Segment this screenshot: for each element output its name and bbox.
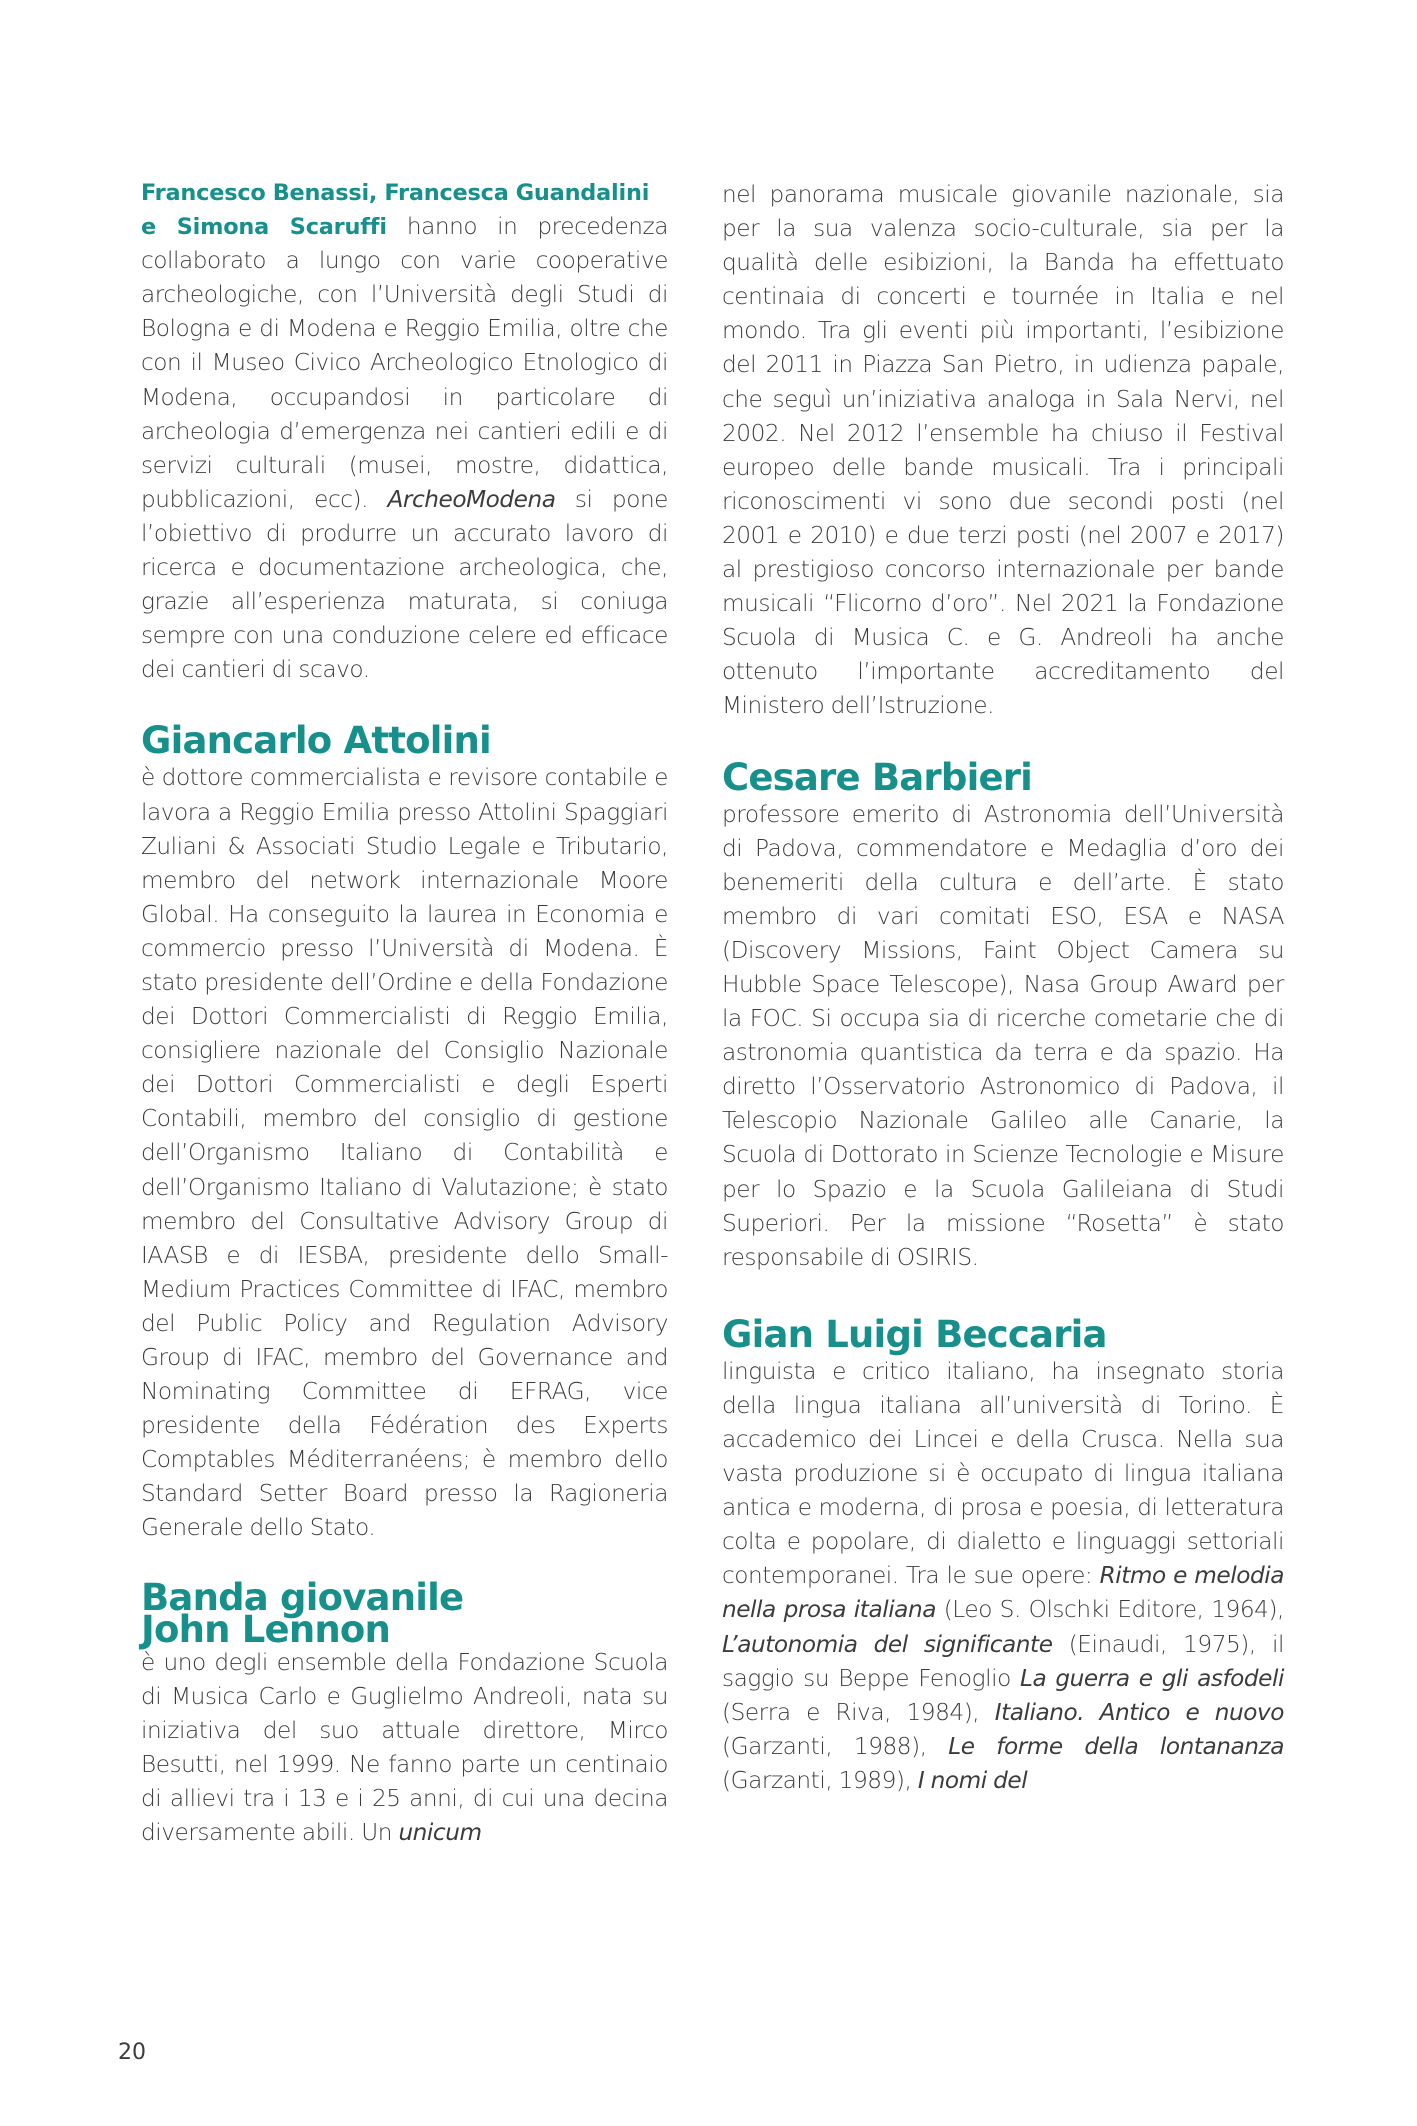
beccaria-bio bbox=[722, 1355, 1284, 1798]
archeomodena-bio bbox=[141, 176, 668, 687]
beccaria-italic-6: I nomi del bbox=[917, 1766, 1028, 1794]
archeomodena-text-1: hanno in precedenza collaborato a lungo con varie cooperative archeologiche, con l’Università degli Studi di Bologna e di Modena e Reggio Emilia, oltre che con il Museo Civico Archeologico Etnologico di Modena, occupandosi in particolare di archeologia d’emergenza nei cantieri edili e di servizi culturali (musei, mostre, didattica, pubblicazioni, ecc). bbox=[141, 213, 668, 513]
beccaria-text-6: (Garzanti, 1989), bbox=[722, 1766, 918, 1794]
beccaria-text-2: (Leo S. Olschki Editore, 1964), bbox=[935, 1596, 1284, 1624]
beccaria-text-3: (Einaudi, 1975), il saggio su Beppe Fenoglio bbox=[722, 1630, 1284, 1692]
beccaria-text-4: (Serra e Riva, 1984), bbox=[722, 1698, 995, 1726]
page-number: 20 bbox=[118, 2040, 146, 2065]
banda-heading bbox=[141, 1575, 668, 1651]
barbieri-heading: Cesare Barbieri bbox=[722, 755, 1033, 799]
beccaria-text-1: linguista e critico italiano, ha insegnato storia della lingua italiana all’università di Torino. È accademico dei Lincei e della Crusca. Nella sua vasta produzione si è occupato di lingua italiana antica e moderna, di prosa e poesia, di letteratura colta e popolare, di dialetto e linguaggi settoriali contemporanei. Tra le sue opere: bbox=[722, 1357, 1284, 1590]
banda-italic: unicum bbox=[398, 1819, 482, 1847]
banda-heading-line1: Banda giovanile bbox=[141, 1575, 464, 1619]
banda-bio bbox=[141, 1646, 668, 1851]
beccaria-italic-4: Italiano. Antico e nuovo bbox=[994, 1698, 1285, 1726]
right-column bbox=[722, 178, 1284, 1798]
beccaria-italic-5: Le forme della lontananza bbox=[948, 1732, 1284, 1760]
attolini-heading: Giancarlo Attolini bbox=[141, 719, 491, 763]
barbieri-bio: professore emerito di Astronomia dell’Università di Padova, commendatore e Medaglia d’oro dei benemeriti della cultura e dell’arte. È stato membro di vari comitati ESO, ESA e NASA (Discovery Missions, Faint Object Camera su Hubble Space Telescope), Nasa Group Award per la FOC. Si occupa sia di ricerche cometarie che di astronomia quantistica da terra e da spazio. Ha diretto l’Osservatorio Astronomico di Padova, il Telescopio Nazionale Galileo alle Canarie, la Scuola di Dottorato in Scienze Tecnologie e Misure per lo Spazio e la Scuola Galileiana di Studi Superiori. Per la missione “Rosetta” è stato responsabile di OSIRIS. bbox=[722, 800, 1284, 1271]
archeomodena-names-line2: e Simona Scaruffi bbox=[141, 214, 387, 241]
archeomodena-text-2: si pone l’obiettivo di produrre un accurato lavoro di ricerca e documentazione archeologica, che, grazie all’esperienza maturata, si coniuga sempre con una conduzione celere ed efficace dei cantieri di scavo. bbox=[141, 485, 668, 684]
archeomodena-italic: ArcheoModena bbox=[387, 485, 556, 513]
beccaria-heading: Gian Luigi Beccaria bbox=[722, 1312, 1107, 1356]
banda-bio-continued: nel panorama musicale giovanile nazionale, sia per la sua valenza socio-culturale, sia per la qualità delle esibizioni, la Banda ha effettuato centinaia di concerti e tournée in Italia e nel mondo. Tra gli eventi più importanti, l’esibizione del 2011 in Piazza San Pietro, in udienza papale, che seguì un’iniziativa analoga in Sala Nervi, nel 2002. Nel 2012 l’ensemble ha chiuso il Festival europeo delle bande musicali. Tra i principali riconoscimenti vi sono due secondi posti (nel 2001 e 2010) e due terzi posti (nel 2007 e 2017) al prestigioso concorso internazionale per bande musicali “Flicorno d’oro”. Nel 2021 la Fondazione Scuola di Musica C. e G. Andreoli ha anche ottenuto l’importante accreditamento del Ministero dell’Istruzione. bbox=[722, 181, 1284, 720]
banda-text-1: è uno degli ensemble della Fondazione Scuola di Musica Carlo e Guglielmo Andreoli, nata su iniziativa del suo attuale direttore, Mirco Besutti, nel 1999. Ne fanno parte un centinaio di allievi tra i 13 e i 25 anni, di cui una decina diversamente abili. Un bbox=[141, 1648, 668, 1847]
beccaria-italic-1: Ritmo e melodia nella prosa italiana bbox=[722, 1562, 1284, 1624]
archeomodena-names-line1: Francesco Benassi, Francesca Guandalini bbox=[141, 180, 650, 206]
left-column bbox=[141, 176, 668, 1850]
banda-heading-line2: John Lennon bbox=[141, 1607, 391, 1651]
attolini-bio: è dottore commercialista e revisore contabile e lavora a Reggio Emilia presso Attolini Spaggiari Zuliani & Associati Studio Legale e Tributario, membro del network internazionale Moore Global. Ha conseguito la laurea in Economia e commercio presso l’Università di Modena. È stato presidente dell’Ordine e della Fondazione dei Dottori Commercialisti di Reggio Emilia, consigliere nazionale del Consiglio Nazionale dei Dottori Commercialisti e degli Esperti Contabili, membro del consiglio di gestione dell’Organismo Italiano di Contabilità e dell’Organismo Italiano di Valutazione; è stato membro del Consultative Advisory Group di IAASB e di IESBA, presidente dello Small-Medium Practices Committee di IFAC, membro del Public Policy and Regulation Advisory Group di IFAC, membro del Governance and Nominating Committee di EFRAG, vice presidente della Fédération des Experts Comptables Méditerranéens; è membro dello Standard Setter Board presso la Ragioneria Generale dello Stato. bbox=[141, 764, 668, 1542]
beccaria-italic-2: L’autonomia del significante bbox=[722, 1630, 1053, 1658]
beccaria-italic-3: La guerra e gli asfodeli bbox=[1019, 1664, 1284, 1692]
beccaria-text-5: (Garzanti, 1988), bbox=[722, 1732, 949, 1760]
